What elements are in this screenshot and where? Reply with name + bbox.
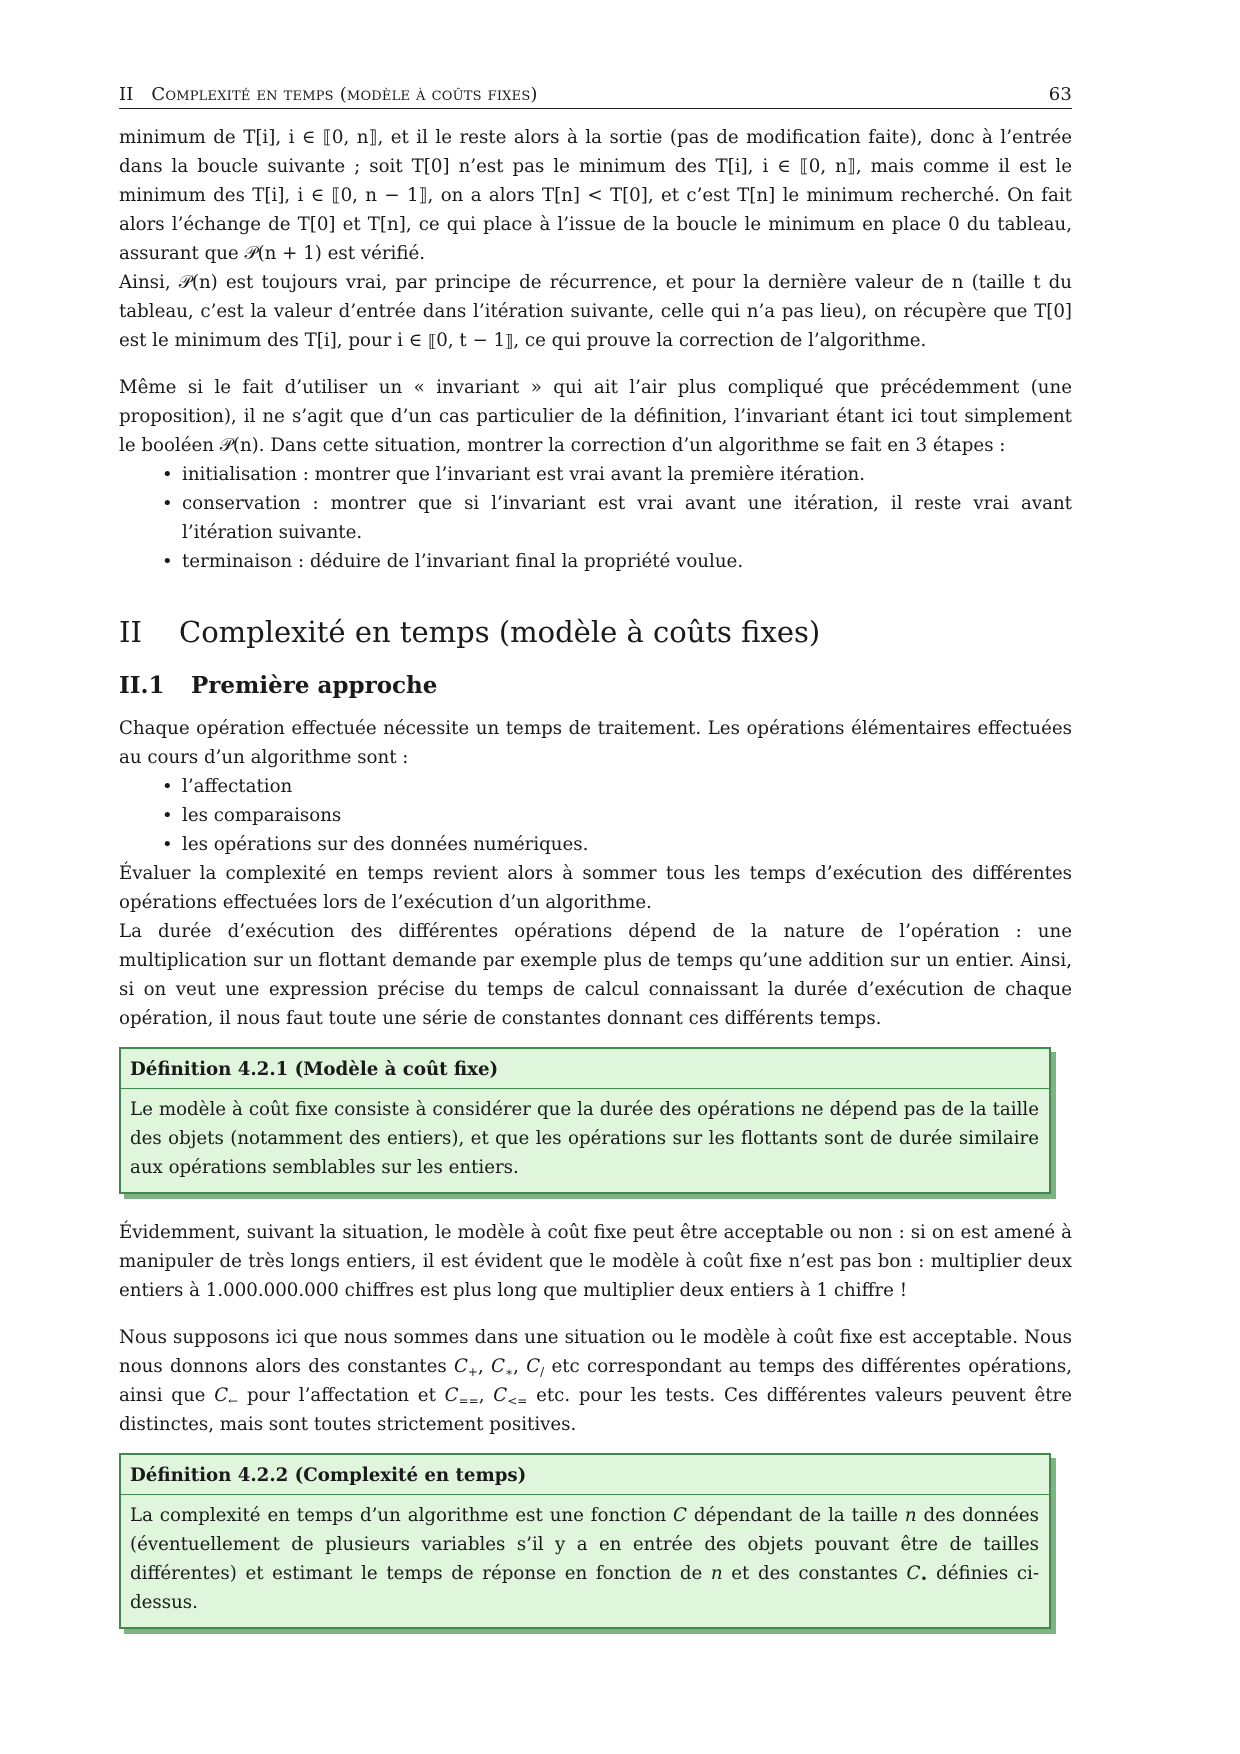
definition-text: Le modèle à coût fixe consiste à considérer que la durée des opérations ne dépend pas de la taille des objets (notamment des entiers), et que les opérations sur les flottants sont de durée similaire aux opérations semblables sur les entiers. xyxy=(130,1099,1039,1178)
page-number: 63 xyxy=(1048,84,1072,105)
paragraph-invariant: Même si le fait d’utiliser un « invariant » qui ait l’air plus compliqué que précédemment (une proposition), il ne s’agit que d’un cas particulier de la définition, l’invariant étant ici tout simplement le booléen 𝒫(n). Dans cette situation, montrer la correction d’un algorithme se fait en 3 étapes : xyxy=(119,377,1072,456)
paragraph-evaluate: Évaluer la complexité en temps revient alors à sommer tous les temps d’exécution des différentes opérations effectuées lors de l’exécution d’un algorithme. xyxy=(119,863,1072,913)
subsection-title: Première approche xyxy=(191,672,438,699)
section-title: Complexité en temps (modèle à coûts fixes) xyxy=(179,615,821,649)
section-heading xyxy=(119,612,1072,652)
list-item: • initialisation : montrer que l’invariant est vrai avant la première itération. xyxy=(162,460,1072,489)
operations-list xyxy=(119,772,1072,859)
subsection-heading xyxy=(119,670,1072,702)
section-number: II xyxy=(119,615,142,649)
running-header xyxy=(119,84,1072,109)
page-content xyxy=(119,84,1072,1629)
list-item: • terminaison : déduire de l’invariant final la propriété voulue. xyxy=(162,547,1072,576)
running-header-section-number: II xyxy=(119,84,134,105)
running-header-section-title: Complexité en temps (modèle à coûts fixes) xyxy=(151,84,538,105)
steps-list xyxy=(119,460,1072,576)
paragraph-proof-end: minimum de T[i], i ∈ ⟦0, n⟧, et il le reste alors à la sortie (pas de modification faite), donc à l’entrée dans la boucle suivante ; soit T[0] n’est pas le minimum des T[i], i ∈ ⟦0, n⟧, mais comme il est le minimum des T[i], i ∈ ⟦0, n − 1⟧, on a alors T[n] < T[0], et c’est T[n] le minimum recherché. On fait alors l’échange de T[0] et T[n], ce qui place à l’issue de la boucle le minimum en place 0 du tableau, assurant que 𝒫(n + 1) est vérifié. xyxy=(119,127,1072,264)
paragraph-operations-intro: Chaque opération effectuée nécessite un temps de traitement. Les opérations élémentaires effectuées au cours d’un algorithme sont : xyxy=(119,718,1072,768)
definition-box-time-complexity xyxy=(119,1453,1051,1629)
definition-title: Définition 4.2.2 (Complexité en temps) xyxy=(121,1461,1049,1495)
list-item: • conservation : montrer que si l’invariant est vrai avant une itération, il reste vrai avant l’itération suivante. xyxy=(162,489,1072,547)
paragraph-duration: La durée d’exécution des différentes opérations dépend de la nature de l’opération : une multiplication sur un flottant demande par exemple plus de temps qu’une addition sur un entier. Ainsi, si on veut une expression précise du temps de calcul connaissant la durée d’exécution de chaque opération, il nous faut toute une série de constantes donnant ces différents temps. xyxy=(119,921,1072,1029)
list-item: • les opérations sur des données numériques. xyxy=(162,830,1072,859)
definition-box-fixed-cost xyxy=(119,1047,1051,1194)
paragraph-conclusion: Ainsi, 𝒫(n) est toujours vrai, par principe de récurrence, et pour la dernière valeur de n (taille t du tableau, c’est la valeur d’entrée dans l’itération suivante, celle qui n’a pas lieu), on récupère que T[0] est le minimum des T[i], pour i ∈ ⟦0, t − 1⟧, ce qui prouve la correction de l’algorithme. xyxy=(119,272,1072,351)
list-item: • l’affectation xyxy=(162,772,1072,801)
definition-title: Définition 4.2.1 (Modèle à coût fixe) xyxy=(121,1055,1049,1089)
list-item: • les comparaisons xyxy=(162,801,1072,830)
running-header-title xyxy=(119,84,538,105)
subsection-number: II.1 xyxy=(119,672,165,699)
definition-text: La complexité en temps d’un algorithme est une fonction C dépendant de la taille n des données (éventuellement de plusieurs variables s’il y a en entrée des objets pouvant être de tailles différentes) et estimant le temps de réponse en fonction de n et des constantes $C_•$ définies ci-dessus. xyxy=(130,1505,1040,1613)
paragraph-evidently: Évidemment, suivant la situation, le modèle à coût fixe peut être acceptable ou non : si on est amené à manipuler de très longs entiers, il est évident que le modèle à coût fixe n’est pas bon : multiplier deux entiers à 1.000.000.000 chiffres est plus long que multiplier deux entiers à 1 chiffre ! xyxy=(119,1222,1072,1301)
paragraph-constants: Nous supposons ici que nous sommes dans une situation ou le modèle à coût fixe est acceptable. Nous nous donnons alors des constantes $C_+$, $C_∗$, $C_/$ etc correspondant au temps des différentes opérations, ainsi que $C_\leftarrow$ pour l’affectation et $C_{==}$, $C_{<=}$ etc. pour les tests. Ces différentes valeurs peuvent être distinctes, mais sont toutes strictement positives. xyxy=(119,1327,1072,1435)
